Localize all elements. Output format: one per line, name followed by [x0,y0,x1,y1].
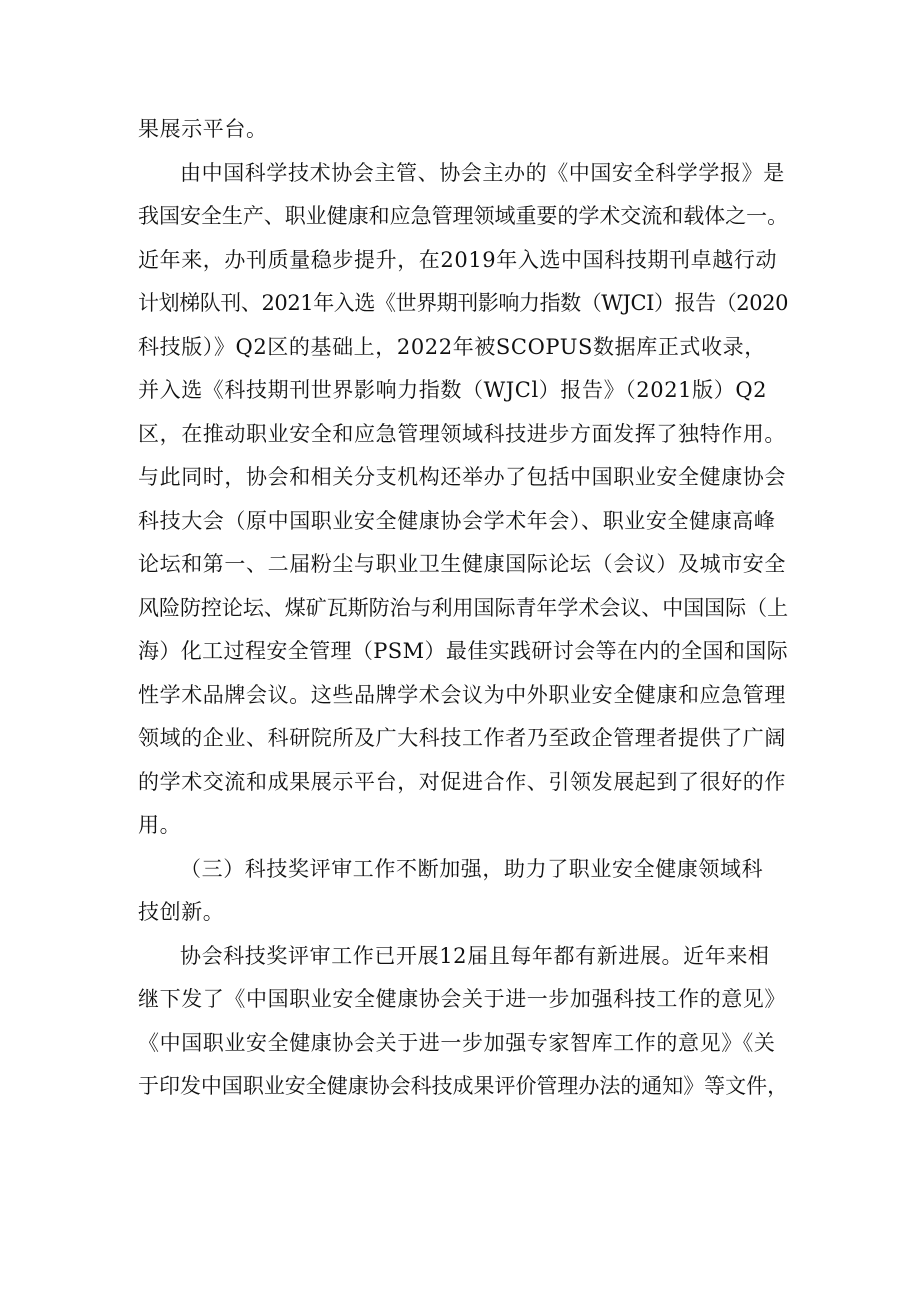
text-line: 果展示平台。 [138,117,268,141]
text-line: 区，在推动职业安全和应急管理领域科技进步方面发挥了独特作用。 [138,421,786,446]
text-line: 继下发了《中国职业安全健康协会关于进一步加强科技工作的意见》 [138,987,786,1011]
text-line: 并入选《科技期刊世界影响力指数（WJCl）报告》（2021版）Q2 [138,378,768,402]
text-line: 论坛和第一、二届粉尘与职业卫生健康国际论坛（会议）及城市安全 [138,552,786,576]
text-line: 风险防控论坛、煤矿瓦斯防治与利用国际青年学术会议、中国国际（上 [138,595,789,620]
text-line: 领域的企业、科研院所及广大科技工作者乃至政企管理者提供了广阔 [138,726,786,750]
text-line: （三）科技奖评审工作不断加强，助力了职业安全健康领域科 [180,856,764,881]
text-line: 与此同时，协会和相关分支机构还举办了包括中国职业安全健康协会 [138,465,786,489]
text-line: 近年来，办刊质量稳步提升，在2019年入选中国科技期刊卓越行动 [138,247,778,272]
text-line: 《中国职业安全健康协会关于进一步加强专家智库工作的意见》《关 [138,1030,776,1055]
text-line: 计划梯队刊、2021年入选《世界期刊影响力指数（WJCI）报告（2020 [138,291,789,315]
text-line: 科技版）》Q2区的基础上，2022年被SCOPUS数据库正式收录， [138,334,766,359]
text-line: 由中国科学技术协会主管、协会主办的《中国安全科学学报》是 [180,160,785,185]
text-line: 的学术交流和成果展示平台，对促进合作、引领发展起到了很好的作 [138,769,786,794]
text-line: 海）化工过程安全管理（PSM）最佳实践研讨会等在内的全国和国际 [138,639,789,663]
text-line: 于印发中国职业安全健康协会科技成果评价管理办法的通知》等文件， [138,1074,789,1098]
body-text [138,108,790,1109]
text-line: 技创新。 [138,900,225,924]
text-line: 性学术品牌会议。这些品牌学术会议为中外职业安全健康和应急管理 [138,682,786,707]
text-line: 科技大会（原中国职业安全健康协会学术年会）、职业安全健康高峰 [138,508,776,533]
text-line: 协会科技奖评审工作已开展12届且每年都有新进展。近年来相 [180,943,770,968]
text-line: 用。 [138,813,182,837]
text-line: 我国安全生产、职业健康和应急管理领域重要的学术交流和载体之一。 [138,204,789,228]
